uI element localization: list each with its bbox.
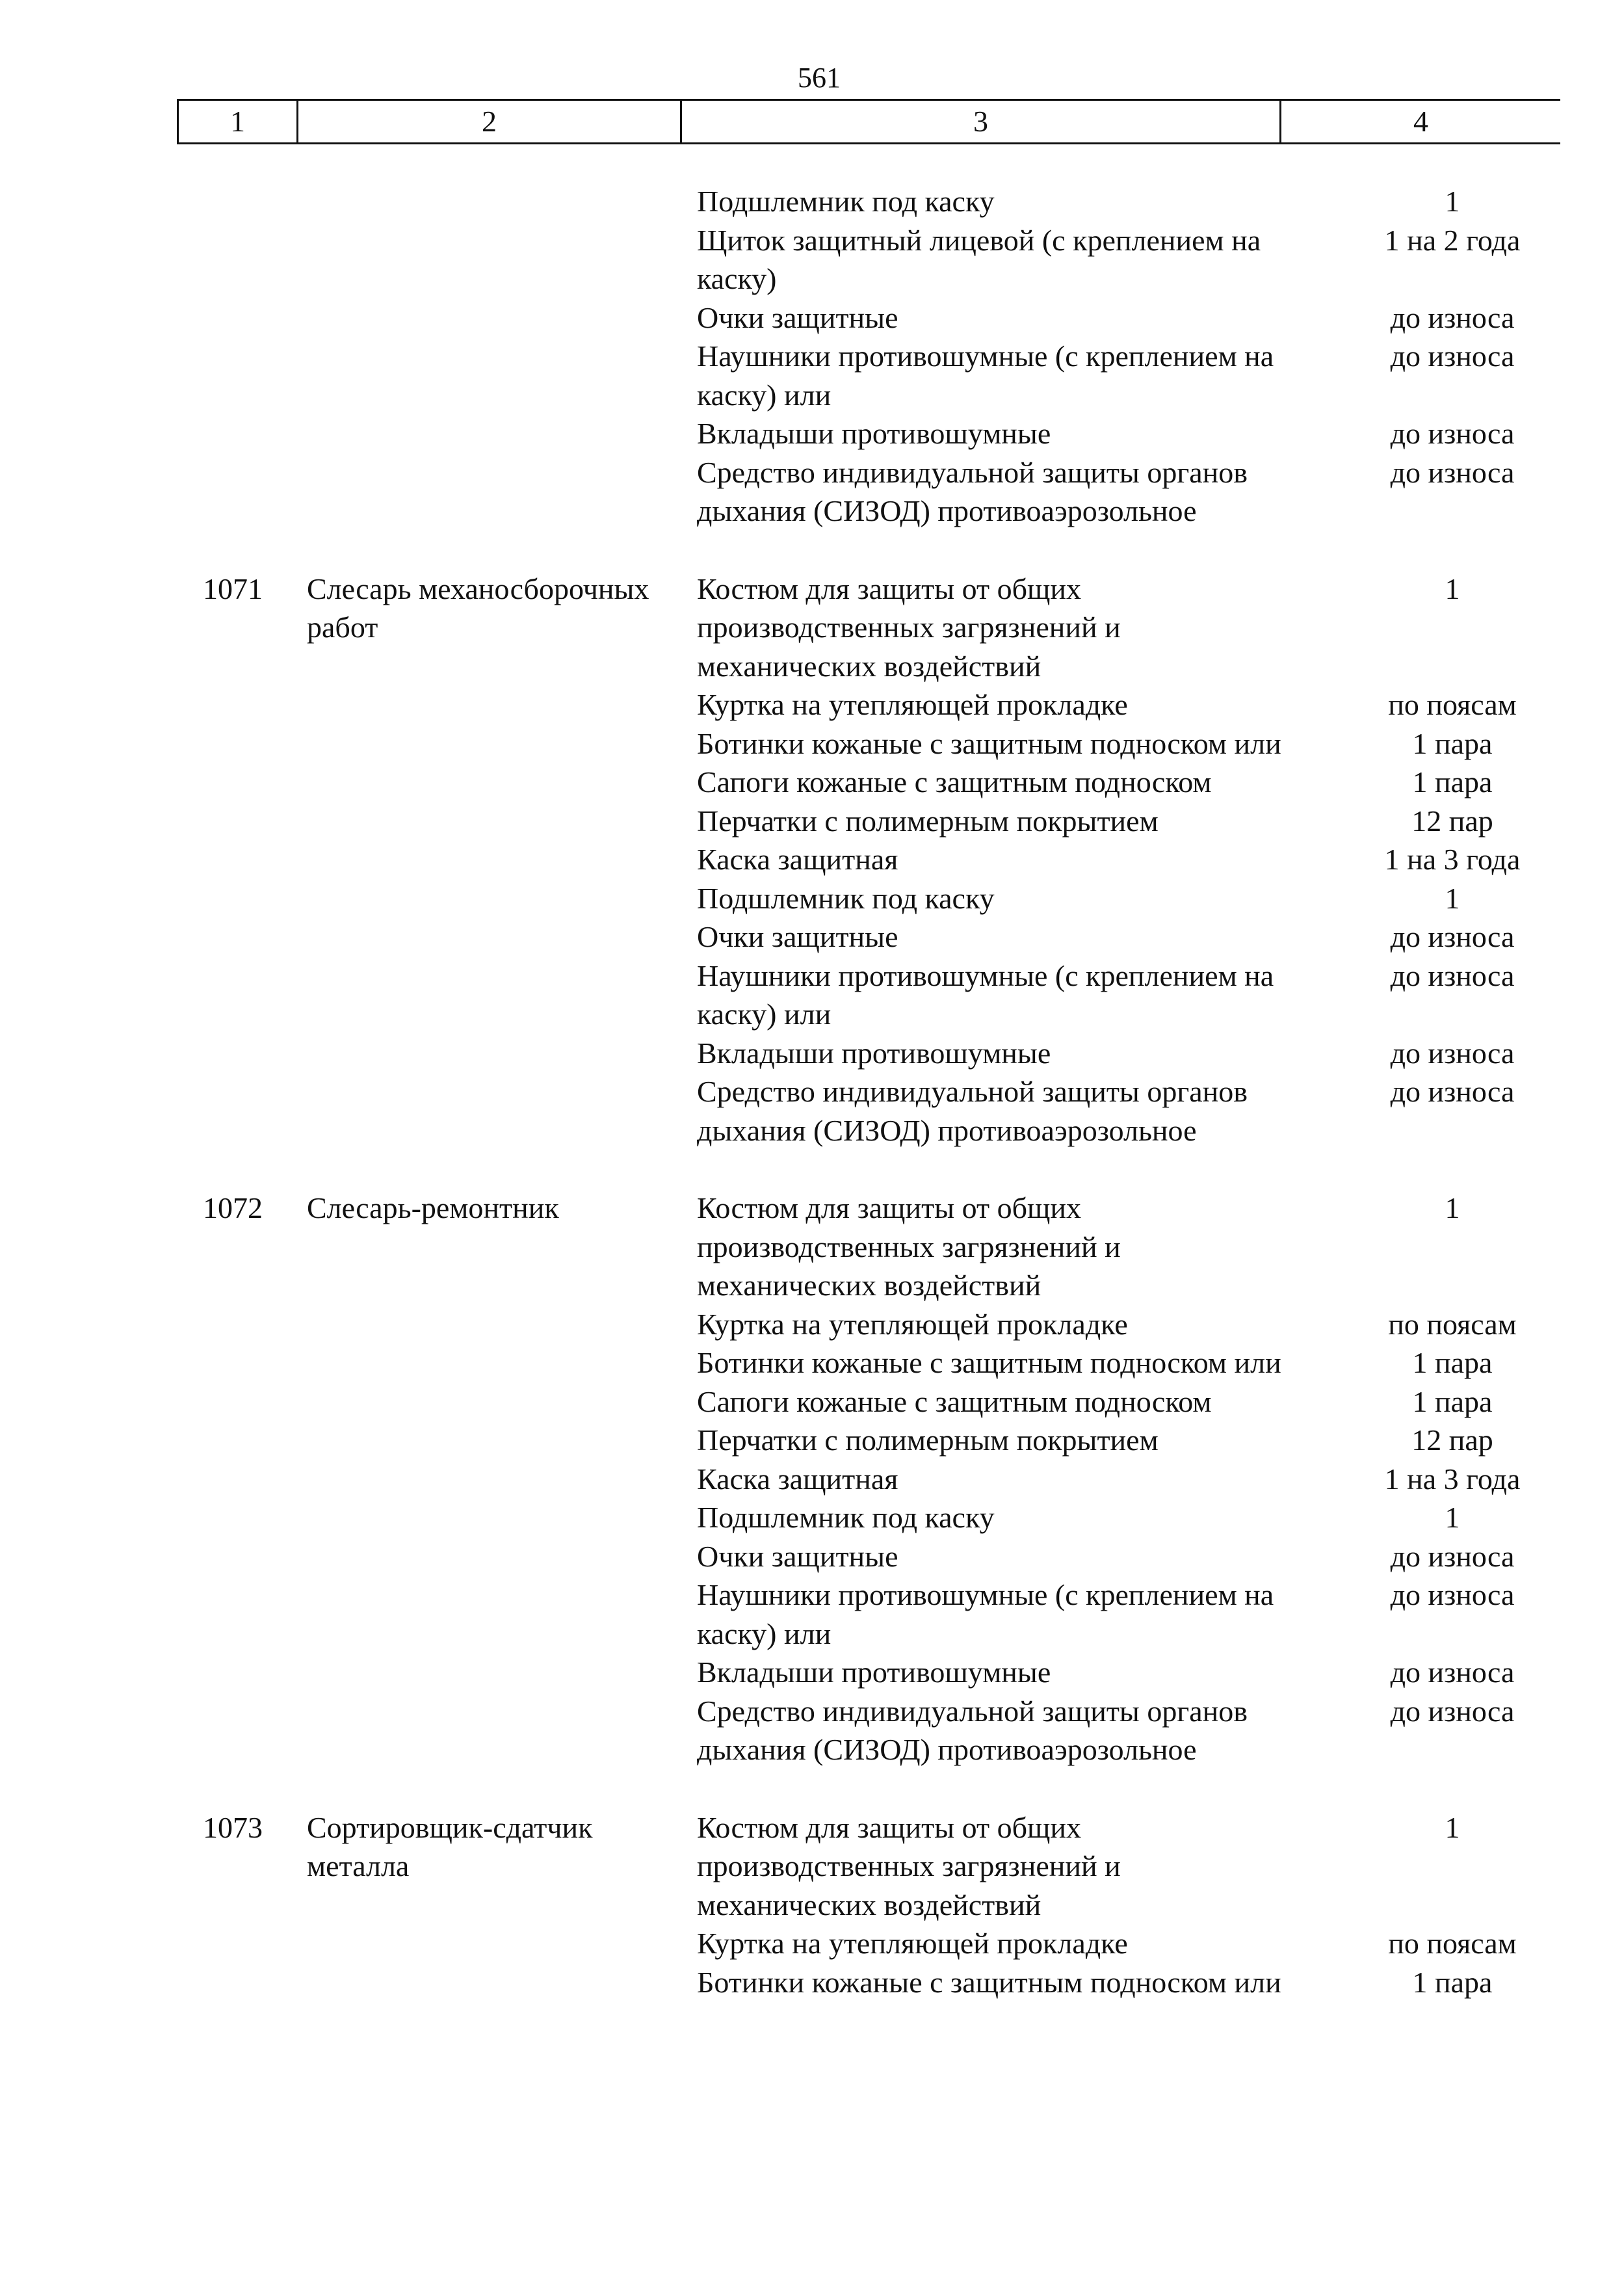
item-description: Средство индивидуальной защиты органов дыхания (СИЗОД) противоаэрозольное	[697, 1694, 1248, 1766]
item-description: Наушники противошумные (с креплением на каску) или	[697, 958, 1274, 1031]
item-description: Подшлемник под каску	[697, 881, 995, 915]
list-item	[177, 1305, 1560, 1344]
list-item	[177, 1189, 1560, 1305]
table-row-group	[177, 1808, 1560, 2002]
table-row-group	[177, 570, 1560, 1150]
list-item	[177, 221, 1560, 298]
item-description: Ботинки кожаные с защитным подноском или	[697, 1965, 1281, 1999]
item-quantity: 1 на 2 года	[1384, 223, 1521, 257]
list-item	[177, 1460, 1560, 1499]
item-quantity: до износа	[1390, 1539, 1515, 1573]
item-description: Каска защитная	[697, 843, 898, 876]
list-item	[177, 414, 1560, 453]
item-quantity: до износа	[1390, 1075, 1515, 1108]
table-header	[177, 99, 1560, 144]
row-code: 1071	[203, 572, 263, 605]
list-item	[177, 802, 1560, 841]
item-description: Костюм для защиты от общих производственных загрязнений и механических воздействий	[697, 1191, 1121, 1302]
item-description: Перчатки с полимерным покрытием	[697, 804, 1159, 838]
item-quantity: 1	[1445, 572, 1460, 605]
item-quantity: до износа	[1390, 1036, 1515, 1070]
list-item	[177, 1808, 1560, 1925]
list-item	[177, 840, 1560, 879]
item-description: Куртка на утепляющей прокладке	[697, 688, 1128, 721]
row-profession: Слесарь-ремонтник	[307, 1191, 559, 1224]
table-body	[177, 182, 1560, 2040]
item-quantity: 12 пар	[1411, 804, 1493, 838]
item-quantity: по поясам	[1388, 1307, 1517, 1341]
list-item	[177, 724, 1560, 763]
item-quantity: до износа	[1390, 1578, 1515, 1611]
item-quantity: до износа	[1390, 417, 1515, 450]
item-description: Наушники противошумные (с креплением на каску) или	[697, 1578, 1274, 1650]
item-quantity: 12 пар	[1411, 1423, 1493, 1457]
item-quantity: 1	[1445, 1810, 1460, 1844]
list-item	[177, 763, 1560, 802]
list-item	[177, 1072, 1560, 1150]
header-col-2: 2	[298, 101, 682, 142]
item-description: Вкладыши противошумные	[697, 417, 1051, 450]
list-item	[177, 570, 1560, 686]
list-item	[177, 182, 1560, 221]
list-item	[177, 1653, 1560, 1692]
item-description: Костюм для защиты от общих производственных загрязнений и механических воздействий	[697, 572, 1121, 683]
item-quantity: 1 пара	[1412, 1384, 1493, 1418]
list-item	[177, 1382, 1560, 1421]
item-description: Наушники противошумные (с креплением на каску) или	[697, 339, 1274, 412]
list-item	[177, 1692, 1560, 1769]
item-quantity: 1	[1445, 185, 1460, 218]
item-quantity: по поясам	[1388, 1927, 1517, 1960]
list-item	[177, 1537, 1560, 1576]
list-item	[177, 1576, 1560, 1653]
item-description: Щиток защитный лицевой (с креплением на каску)	[697, 223, 1261, 295]
item-description: Ботинки кожаные с защитным подноском или	[697, 1346, 1281, 1379]
list-item	[177, 879, 1560, 918]
row-code: 1072	[203, 1191, 263, 1224]
header-col-3: 3	[682, 101, 1281, 142]
item-quantity: до износа	[1390, 300, 1515, 334]
item-quantity: 1 пара	[1412, 1965, 1493, 1999]
item-description: Сапоги кожаные с защитным подноском	[697, 765, 1212, 798]
row-profession: Сортировщик-сдатчик металла	[307, 1810, 593, 1882]
item-description: Подшлемник под каску	[697, 1501, 995, 1534]
item-quantity: 1 пара	[1412, 1346, 1493, 1379]
item-quantity: до износа	[1390, 455, 1515, 489]
list-item	[177, 1963, 1560, 2002]
item-quantity: 1 пара	[1412, 726, 1493, 760]
table-row-group	[177, 182, 1560, 531]
list-item	[177, 1924, 1560, 1963]
page-number: 561	[798, 62, 841, 94]
list-item	[177, 1034, 1560, 1073]
item-quantity: 1 пара	[1412, 765, 1493, 798]
item-description: Очки защитные	[697, 1539, 898, 1573]
table-row-group	[177, 1189, 1560, 1769]
list-item	[177, 1498, 1560, 1537]
item-description: Подшлемник под каску	[697, 185, 995, 218]
item-description: Вкладыши противошумные	[697, 1656, 1051, 1689]
item-quantity: 1 на 3 года	[1384, 1462, 1521, 1496]
item-description: Куртка на утепляющей прокладке	[697, 1927, 1128, 1960]
item-description: Ботинки кожаные с защитным подноском или	[697, 726, 1281, 760]
item-description: Каска защитная	[697, 1462, 898, 1496]
item-quantity: до износа	[1390, 958, 1515, 992]
item-description: Вкладыши противошумные	[697, 1036, 1051, 1070]
list-item	[177, 917, 1560, 957]
item-quantity: 1	[1445, 1191, 1460, 1224]
list-item	[177, 453, 1560, 531]
list-item	[177, 298, 1560, 337]
row-profession: Слесарь механосборочных работ	[307, 572, 649, 644]
item-description: Костюм для защиты от общих производственных загрязнений и механических воздействий	[697, 1810, 1121, 1921]
item-quantity: по поясам	[1388, 688, 1517, 721]
item-description: Средство индивидуальной защиты органов дыхания (СИЗОД) противоаэрозольное	[697, 1075, 1248, 1147]
item-description: Перчатки с полимерным покрытием	[697, 1423, 1159, 1457]
item-description: Сапоги кожаные с защитным подноском	[697, 1384, 1212, 1418]
item-quantity: до износа	[1390, 1694, 1515, 1728]
list-item	[177, 1421, 1560, 1460]
header-col-1: 1	[179, 101, 298, 142]
item-description: Куртка на утепляющей прокладке	[697, 1307, 1128, 1341]
list-item	[177, 1343, 1560, 1382]
row-code: 1073	[203, 1810, 263, 1844]
list-item	[177, 685, 1560, 724]
list-item	[177, 957, 1560, 1034]
item-quantity: 1	[1445, 881, 1460, 915]
item-quantity: 1 на 3 года	[1384, 843, 1521, 876]
item-quantity: до износа	[1390, 920, 1515, 953]
item-description: Средство индивидуальной защиты органов дыхания (СИЗОД) противоаэрозольное	[697, 455, 1248, 527]
item-description: Очки защитные	[697, 920, 898, 953]
header-col-4: 4	[1413, 105, 1428, 138]
item-quantity: до износа	[1390, 1656, 1515, 1689]
item-quantity: 1	[1445, 1501, 1460, 1534]
item-quantity: до износа	[1390, 339, 1515, 373]
list-item	[177, 337, 1560, 414]
item-description: Очки защитные	[697, 300, 898, 334]
